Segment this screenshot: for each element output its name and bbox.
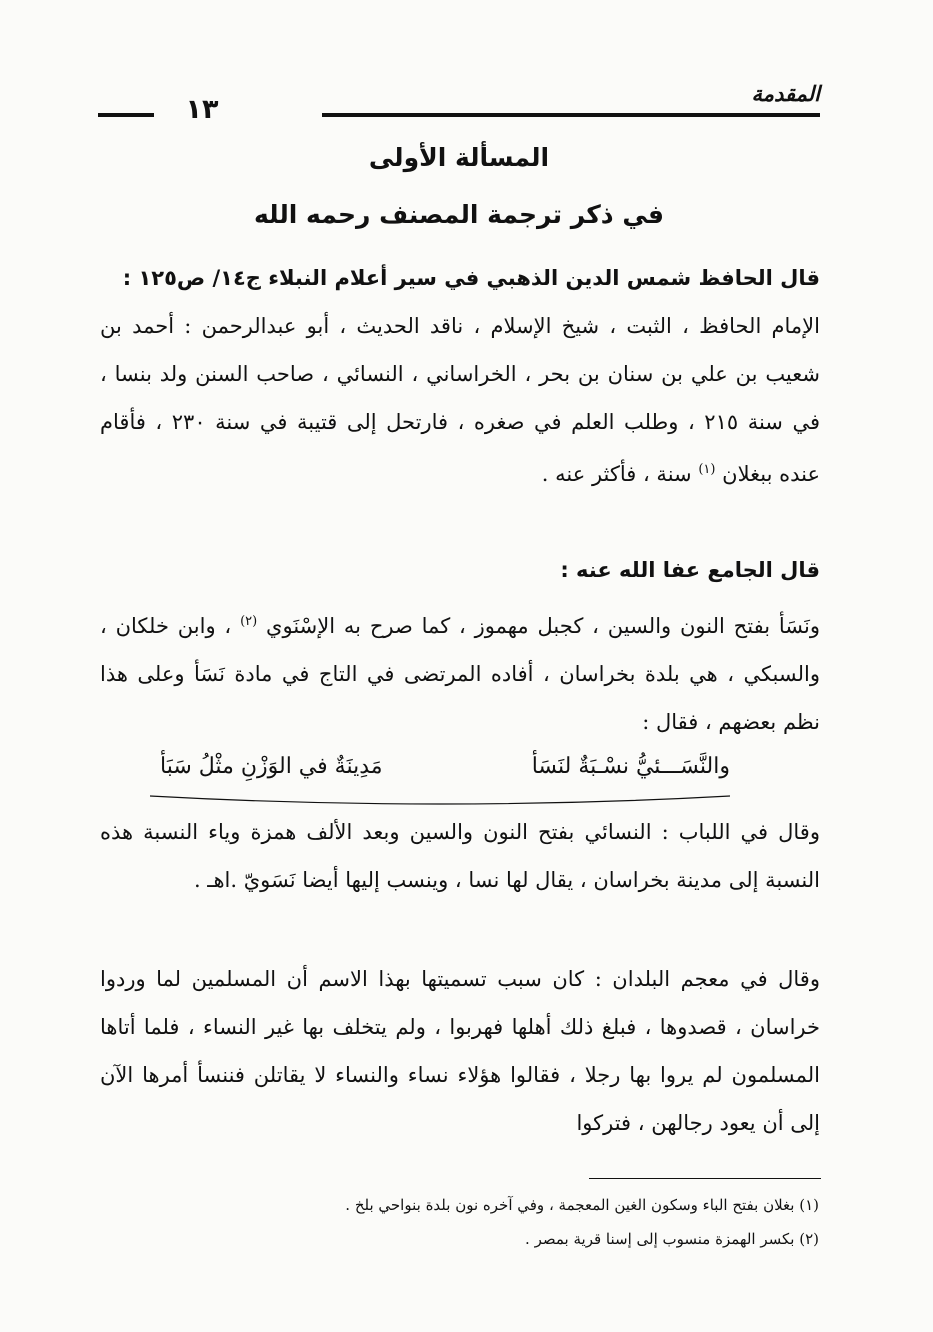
compiler-intro-text: قال الجامع عفا الله عنه : [560,558,820,582]
footnote-1: (١) بغلان بفتح الباء وسكون الغين المعجمة ، وفي آخره نون بلدة بنواحي بلخ . [345,1196,819,1214]
verse-hemistich-left: مَدِينَةٌ في الوَزْنِ مثْلُ سَبَأ [160,754,383,779]
poem-verse [150,750,730,810]
paragraph-compiler-intro [100,546,820,594]
section-subheading: في ذكر ترجمة المصنف رحمه الله [254,200,664,229]
paragraph-mujam: وقال في معجم البلدان : كان سبب تسميتها بهذا الاسم أن المسلمين لما وردوا خراسان ، قصدوها ، فبلغ ذلك أهلها فهربوا ، ولم يتخلف بها غير النساء ، فلما أتاها المسلمون لم يروا بها رجلا ، فقالوا هؤلاء نساء والنساء لا يقاتلن فننسأ أمرها الآن إلى أن يعود رجالهن ، فتركوا [100,967,820,1135]
footnote-separator [589,1178,821,1179]
running-title: المقدمة [751,82,820,106]
header-rule-left [98,113,154,117]
footnote-marker-2: (٢) [240,614,258,629]
paragraph-intro-dhahabi [100,254,820,302]
nasa-text-a: ونَسَأ بفتح النون والسين ، كجبل مهموز ، كما صرح به الإسْنَوي [266,614,820,638]
paragraph-nasa [100,598,820,746]
verse-hemistich-right: والنَّسَـــئيُّ نسْـبَةٌ لنَسَأ [531,754,730,779]
page-number: ١٣ [185,94,219,125]
intro-text: قال الحافظ شمس الدين الذهبي في سير أعلام النبلاء ج١٤/ ص١٢٥ : [122,266,820,290]
biography-text-a: الإمام الحافظ ، الثبت ، شيخ الإسلام ، ناقد الحديث ، أبو عبدالرحمن : أحمد بن شعيب بن علي بن سنان بن بحر ، الخراساني ، النسائي ، صاحب السنن ولد بنسا ، في سنة ٢١٥ ، وطلب العلم في صغره ، فارتحل إلى قتيبة في سنة ٢٣٠ ، فأقام عنده ببغلان [100,314,820,486]
nasa-text-b: ، وابن خلكان ، والسبكي ، هي بلدة بخراسان ، أفاده المرتضى في التاج في مادة نَسَأ وعلى هذا نظم بعضهم ، فقال : [100,614,820,734]
header-rule-right [322,113,820,117]
footnote-2: (٢) بكسر الهمزة منسوب إلى إسنا قرية بمصر . [525,1230,819,1248]
section-heading: المسألة الأولى [368,143,550,172]
footnote-marker-1: (١) [698,462,716,477]
paragraph-biography [100,302,820,498]
page-header [98,78,820,128]
paragraph-lubab: وقال في اللباب : النسائي بفتح النون والسين وبعد الألف همزة وياء النسبة هذه النسبة إلى مدينة بخراسان ، يقال لها نسا ، وينسب إليها أيضا نَسَويّ .اهـ . [100,820,820,892]
biography-text-b: سنة ، فأكثر عنه . [541,462,692,486]
